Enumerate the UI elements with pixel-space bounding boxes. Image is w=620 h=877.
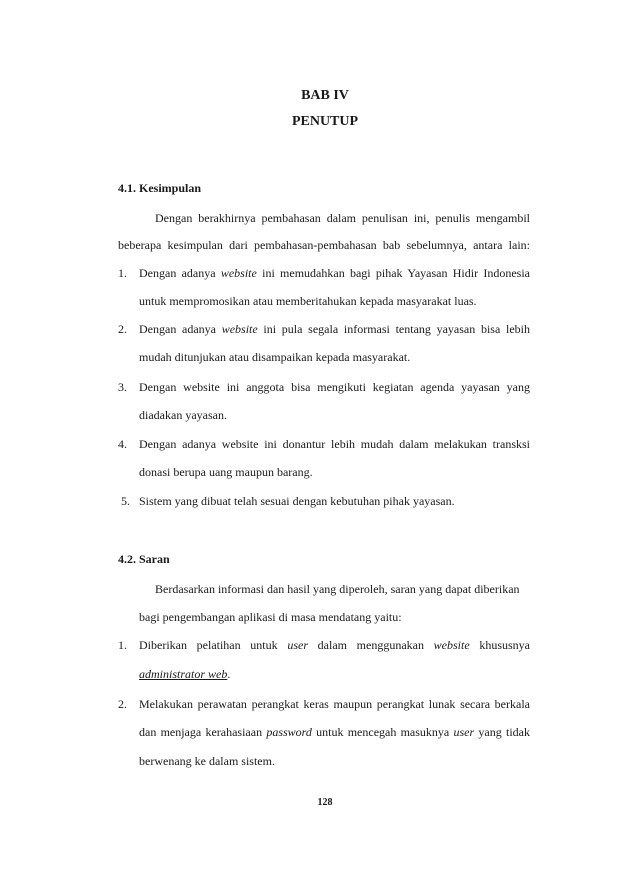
list-number: 2. — [118, 697, 127, 711]
paragraph-line: beberapa kesimpulan dari pembahasan-pembahasan bab sebelumnya, antara lain: — [118, 238, 530, 252]
paragraph-line: bagi pengembangan aplikasi di masa mendatang yaitu: — [139, 610, 402, 624]
list-item-line: berwenang ke dalam sistem. — [139, 754, 275, 768]
paragraph-line: Dengan berakhirnya pembahasan dalam penulisan ini, penulis mengambil — [155, 211, 530, 225]
emphasis: website — [221, 322, 258, 336]
list-number: 4. — [118, 437, 127, 451]
emphasis-underlined: administrator web — [139, 667, 228, 681]
emphasis: website — [220, 266, 257, 280]
list-item-line: untuk mempromosikan atau memberitahukan kepada masyarakat luas. — [139, 294, 477, 308]
list-item-line: Dengan adanya website ini pula segala informasi tentang yayasan bisa lebih — [139, 322, 530, 336]
list-item-line: diadakan yayasan. — [139, 408, 227, 422]
list-item-line: Melakukan perawatan perangkat keras maupun perangkat lunak secara berkala — [139, 697, 530, 711]
list-item-line: Dengan website ini anggota bisa mengikuti kegiatan agenda yayasan yang — [139, 380, 530, 394]
chapter-title: PENUTUP — [291, 114, 359, 129]
section-heading-kesimpulan: 4.1. Kesimpulan — [118, 181, 202, 195]
list-number: 3. — [118, 380, 127, 394]
list-number: 1. — [118, 266, 127, 280]
chapter-number: BAB IV — [301, 88, 349, 103]
emphasis: user — [453, 725, 475, 739]
list-item-line: mudah ditunjukan atau disampaikan kepada masyarakat. — [139, 350, 411, 364]
list-item-line: Dengan adanya website ini donantur lebih mudah dalam melakukan transksi — [139, 437, 530, 451]
list-item-line: donasi berupa uang maupun barang. — [139, 465, 313, 479]
list-item-line: Diberikan pelatihan untuk user dalam menggunakan website khususnya — [139, 638, 530, 652]
list-number: 2. — [118, 322, 127, 336]
list-item-line: dan menjaga kerahasiaan password untuk mencegah masuknya user yang tidak — [139, 725, 530, 739]
list-item-line: administrator web. — [139, 667, 231, 681]
list-item-line: Dengan adanya website ini memudahkan bagi pihak Yayasan Hidir Indonesia — [139, 266, 531, 280]
list-item-line: Sistem yang dibuat telah sesuai dengan kebutuhan pihak yayasan. — [139, 494, 455, 508]
section-heading-saran: 4.2. Saran — [118, 552, 170, 566]
paragraph-line: Berdasarkan informasi dan hasil yang diperoleh, saran yang dapat diberikan — [155, 582, 520, 596]
emphasis: password — [266, 725, 312, 739]
emphasis: website — [433, 638, 470, 652]
list-number: 1. — [118, 638, 127, 652]
list-number: 5. — [121, 494, 130, 508]
page-number: 128 — [317, 797, 333, 808]
emphasis: user — [287, 638, 308, 652]
